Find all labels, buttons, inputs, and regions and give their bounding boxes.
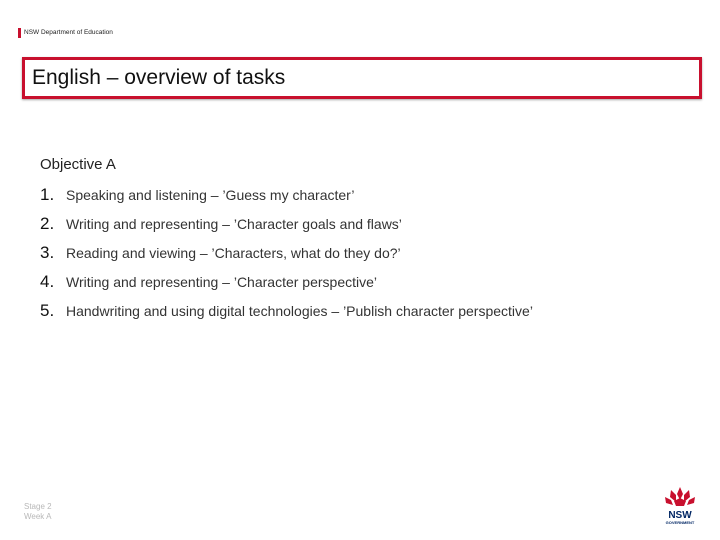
task-number: 3.: [40, 243, 55, 262]
objective-heading: Objective A: [40, 156, 116, 173]
week-label: Week A: [24, 512, 52, 521]
department-header: [18, 28, 113, 38]
task-number: 1.: [40, 185, 55, 204]
task-number: 4.: [40, 272, 55, 291]
stage-label: Stage 2: [24, 502, 52, 511]
slide-title: English – overview of tasks: [32, 66, 286, 89]
title-box: [22, 57, 702, 99]
task-list: [40, 185, 680, 330]
task-text: Handwriting and using digital technologies – ’Publish character perspective’: [66, 303, 533, 319]
slide-content: [40, 156, 680, 330]
task-text: Writing and representing – ’Character perspective’: [66, 274, 378, 290]
department-name: NSW Department of Education: [24, 29, 113, 36]
header-accent-bar: [18, 28, 21, 38]
logo-text-nsw: NSW: [668, 510, 692, 521]
task-number: 5.: [40, 301, 55, 320]
waratah-flower-icon: [665, 487, 695, 506]
logo-text-government: GOVERNMENT: [665, 520, 695, 525]
task-text: Writing and representing – ’Character goals and flaws’: [66, 216, 402, 232]
task-text: Reading and viewing – ’Characters, what do they do?’: [66, 245, 401, 261]
task-item: [40, 185, 680, 214]
task-item: [40, 214, 680, 243]
task-item: [40, 243, 680, 272]
stage-week-footer: [24, 502, 52, 522]
nsw-government-logo: [660, 484, 700, 528]
task-text: Speaking and listening – ’Guess my character’: [66, 187, 355, 203]
task-item: [40, 301, 680, 330]
task-number: 2.: [40, 214, 55, 233]
task-item: [40, 272, 680, 301]
